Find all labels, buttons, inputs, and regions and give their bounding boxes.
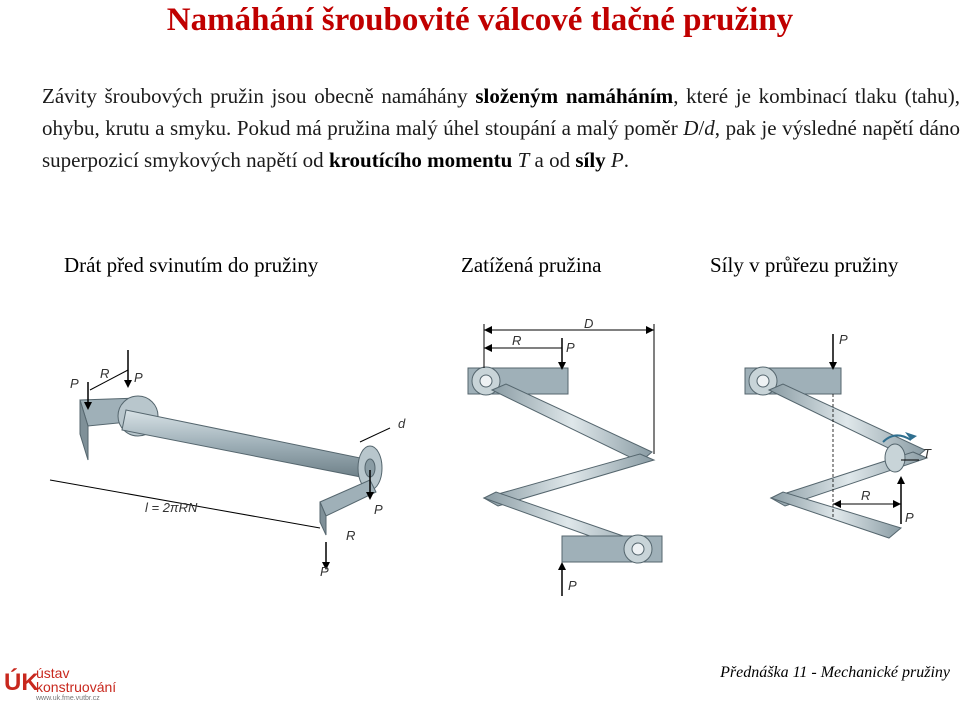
footer-lecture-title: Přednáška 11 - Mechanické pružiny: [720, 664, 950, 681]
caption-loaded-spring: Zatížená pružina: [461, 253, 602, 277]
fig1-label-d: d: [398, 416, 406, 431]
fig3-label-P-bottom: P: [905, 510, 914, 525]
para-slash: /: [698, 116, 705, 140]
fig3-label-P-top: P: [839, 332, 848, 347]
fig2-label-P-bottom: P: [568, 578, 577, 593]
fig1-label-R-bottom: R: [346, 528, 356, 543]
fig3-label-R: R: [861, 488, 871, 503]
wire-figure: [30, 330, 406, 590]
para-italic-d: d: [704, 116, 715, 140]
fig1-label-P-right: P: [374, 502, 383, 517]
fig2-label-D: D: [584, 316, 594, 331]
fig1-label-R-top: R: [100, 366, 110, 381]
para-text-6: a od: [529, 148, 576, 172]
caption-wire: Drát před svinutím do pružiny: [64, 253, 319, 277]
caption-section-forces: Síly v průřezu pružiny: [710, 253, 899, 277]
logo-line-1: ústav: [36, 665, 70, 681]
fig1-label-P-left: P: [70, 376, 79, 391]
logo-mark: ÚK: [4, 669, 39, 696]
logo-url: www.uk.fme.vutbr.cz: [36, 695, 100, 702]
para-italic-P: P: [610, 148, 624, 172]
fig3-label-T: T: [923, 446, 931, 461]
fig2-label-R: R: [512, 333, 522, 348]
fig1-label-P-top: P: [134, 370, 143, 385]
para-text-4: , pak je výsledné napětí dáno superpozicí smykových napětí od: [42, 116, 960, 172]
section-forces-figure: [705, 318, 945, 538]
para-bold-3: síly: [575, 148, 606, 172]
para-text-1: Závity šroubových pružin jsou obecně namáhány: [42, 84, 476, 108]
fig2-label-P-top: P: [566, 340, 575, 355]
logo-line-2: konstruování: [36, 679, 117, 695]
fig1-label-length: l = 2πRN: [145, 500, 198, 515]
intro-paragraph: [42, 80, 960, 176]
page-title: Namáhání šroubovité válcové tlačné pružiny: [166, 2, 794, 38]
para-italic-T: T: [517, 148, 530, 172]
para-italic-D: D: [683, 116, 699, 140]
para-bold-1: složeným namáháním: [475, 84, 674, 108]
para-bold-2: kroutícího momentu: [328, 148, 513, 172]
para-text-8: .: [623, 148, 629, 172]
fig1-label-P-bottom: P: [320, 564, 329, 579]
para-text-2: , které je kombinací tlaku (tahu), ohybu, krutu a smyku. Pokud má pružina malý úhel stoupání a malý poměr: [42, 84, 960, 140]
institute-logo: [4, 664, 134, 704]
loaded-spring-figure: [462, 314, 672, 604]
